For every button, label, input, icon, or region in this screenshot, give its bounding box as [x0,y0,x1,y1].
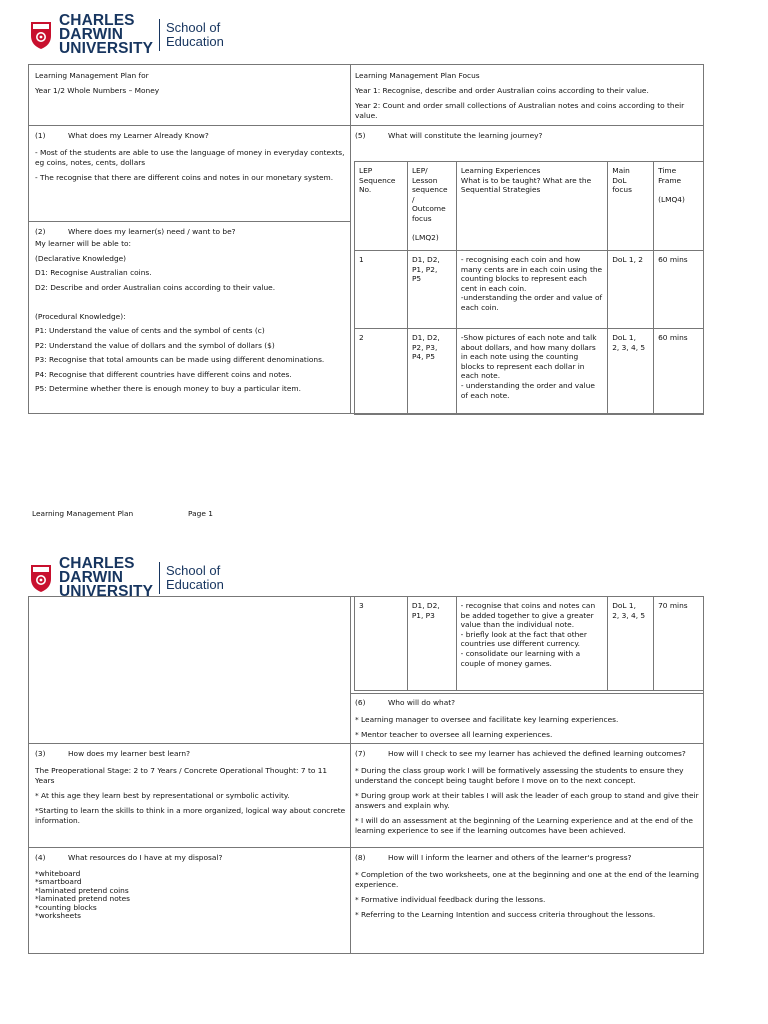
q2-line: My learner will be able to: [35,239,131,248]
q3-cell [35,749,347,831]
lmp-focus-cell [355,71,700,126]
q7-text-2: * During group work at their tables I will ask the leader of each group to stand and give their answers and explain why. [355,791,701,810]
q2-number: (2) [35,227,46,236]
lmp-subtitle: Year 1/2 Whole Numbers – Money [35,86,160,95]
cdu-logo [30,14,224,56]
q3-text-2: * At this age they learn best by representational or symbolic activity. [35,791,290,800]
lep-cell-outcome: D1, D2, P1, P2, P5 [407,251,456,329]
resource-item: *worksheets [35,911,81,921]
q6-text-2: * Mentor teacher to oversee all learning experiences. [355,730,553,739]
q2-line: P3: Recognise that total amounts can be made using different denominations. [35,355,325,364]
logo-darwin: DARWIN [59,569,124,586]
q2-line: D1: Recognise Australian coins. [35,268,152,277]
q7-cell [355,749,700,841]
q6-number: (6) [355,698,366,707]
q4-cell [35,853,347,920]
lep-cell-no: 3 [355,597,408,691]
q1-title: What does my Learner Already Know? [68,131,209,140]
lep-cell-experience: - recognise that coins and notes can be added together to give a greater value than the individual note. - briefly look at the fact that other countries use different currency. - consolidate our learning with a couple of money games. [456,597,608,691]
lep-cell-time: 70 mins [654,597,704,691]
q3-title: How does my learner best learn? [68,749,190,758]
logo-education: Education [166,34,224,49]
q5-cell [355,131,700,148]
logo-charles: CHARLES [59,555,135,572]
lmp-title-cell [35,71,345,101]
q1-text-1: - Most of the students are able to use the language of money in everyday contexts, eg coins, notes, cents, dollars [35,148,347,167]
footer-page-number: Page 1 [188,509,213,518]
lep-cell-time: 60 mins [654,329,704,415]
lep-header-dol: Main DoL focus [608,162,654,251]
plan-table-page1 [28,64,704,414]
resource-item: *laminated pretend coins [35,885,129,895]
q2-line: P4: Recognise that different countries have different coins and notes. [35,369,292,379]
q8-text-2: * Formative individual feedback during the lessons. [355,895,546,904]
q2-cell [35,227,347,399]
q4-title: What resources do I have at my disposal? [68,853,223,862]
logo-education: Education [166,577,224,592]
lep-header-time: Time Frame (LMQ4) [654,162,704,251]
lep-cell-outcome: D1, D2, P1, P3 [407,597,456,691]
resource-item: *laminated pretend notes [35,894,131,904]
q6-cell [355,698,700,745]
q8-text-1: * Completion of the two worksheets, one at the beginning and one at the end of the learning experience. [355,870,702,889]
resource-item: *smartboard [35,877,82,887]
q2-line: P2: Understand the value of dollars and the symbol of dollars ($) [35,340,275,350]
q7-text-1: * During the class group work I will be formatively assessing the students to ensure they understand the concept being taught before I move on to the next concept. [355,766,686,785]
logo-darwin: DARWIN [59,26,124,43]
lep-cell-dol: DoL 1, 2 [608,251,654,329]
crest-icon [30,563,52,593]
q3-text-1: The Preoperational Stage: 2 to 7 Years / Concrete Operational Thought: 7 to 11 Years [35,766,330,785]
lep-table [354,161,704,415]
lep-cell-no: 2 [355,329,408,415]
lmp-title: Learning Management Plan for [35,71,149,80]
q4-number: (4) [35,853,46,862]
lep-cell-dol: DoL 1, 2, 3, 4, 5 [608,329,654,415]
q7-title: How will I check to see my learner has achieved the defined learning outcomes? [388,749,686,758]
q2-line: P1: Understand the value of cents and the symbol of cents (c) [35,326,265,335]
q2-line [35,297,347,307]
lep-header-outcome: LEP/ Lesson sequence / Outcome focus (LMQ2) [407,162,456,251]
lep-cell-no: 1 [355,251,408,329]
cdu-logo [30,557,224,599]
q3-text-3: *Starting to learn the skills to think in a more organized, logical way about concrete information. [35,806,348,825]
lmp-focus-title: Learning Management Plan Focus [355,71,480,80]
q1-number: (1) [35,131,46,140]
q5-title: What will constitute the learning journey? [388,131,543,140]
lep-header-experiences: Learning Experiences What is to be taught? What are the Sequential Strategies [456,162,607,251]
q8-number: (8) [355,853,366,862]
logo-university: UNIVERSITY [59,40,154,57]
lmp-focus-year2: Year 2: Count and order small collections of Australian notes and coins according to their value. [355,101,687,120]
lep-cell-experience: - recognising each coin and how many cents are in each coin using the counting blocks to represent each cent in each coin. -understanding the order and value of each coin. [456,251,607,329]
lep-cell-dol: DoL 1, 2, 3, 4, 5 [608,597,654,691]
logo-school-of: School of [166,563,221,578]
lep-cell-time: 60 mins [654,251,704,329]
plan-table-page2 [28,596,704,954]
table-row [355,251,704,329]
lep-header-sequence: LEP Sequence No. [355,162,408,251]
q1-text-2: - The recognise that there are different coins and notes in our monetary system. [35,173,334,182]
q8-cell [355,853,700,925]
footer-doc-title: Learning Management Plan [32,509,134,518]
lep-header-row [355,162,704,251]
lep-cell-outcome: D1, D2, P2, P3, P4, P5 [407,329,456,415]
q1-cell [35,131,345,188]
q2-line: (Declarative Knowledge) [35,253,127,263]
q2-title: Where does my learner(s) need / want to be? [68,227,236,236]
logo-university: UNIVERSITY [59,583,154,600]
q6-text-1: * Learning manager to oversee and facilitate key learning experiences. [355,715,619,724]
q3-number: (3) [35,749,46,758]
q8-title: How will I inform the learner and others of the learner's progress? [388,853,632,862]
q7-number: (7) [355,749,366,758]
resource-item: *whiteboard [35,869,81,878]
crest-icon [30,20,52,50]
lmp-focus-year1: Year 1: Recognise, describe and order Australian coins according to their value. [355,86,649,95]
q6-title: Who will do what? [388,698,456,707]
q5-number: (5) [355,131,366,140]
logo-school-of: School of [166,20,221,35]
q7-text-3: * I will do an assessment at the beginning of the Learning experience and at the end of the learning experience to see if the learning outcomes have been achieved. [355,816,696,835]
q2-line: D2: Describe and order Australian coins according to their value. [35,282,276,292]
logo-charles: CHARLES [59,12,135,29]
lep-table-continued [354,596,704,691]
table-row [355,597,704,691]
table-row [355,329,704,415]
q2-line: P5: Determine whether there is enough money to buy a particular item. [35,384,301,393]
lep-cell-experience: -Show pictures of each note and talk about dollars, and how many dollars in each note using the counting blocks to represent each dollar in each note. - understanding the order and value of each note. [456,329,607,415]
q8-text-3: * Referring to the Learning Intention and success criteria throughout the lessons. [355,910,656,919]
resource-item: *counting blocks [35,902,97,912]
q2-line: (Procedural Knowledge): [35,311,126,321]
